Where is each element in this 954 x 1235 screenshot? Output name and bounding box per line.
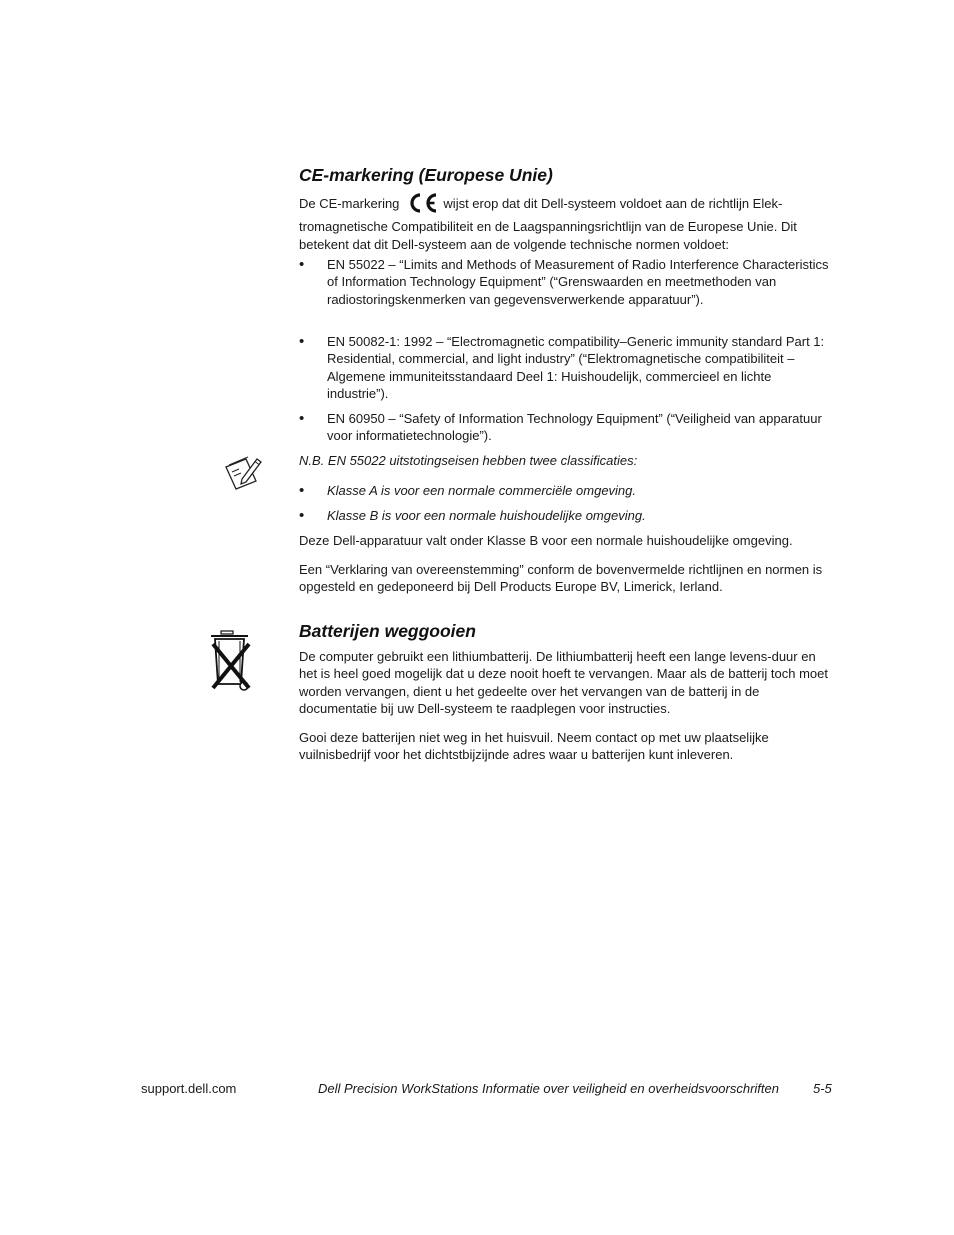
battery-paragraph [299,648,834,718]
list-item [299,482,834,499]
bullet-icon: • [299,333,305,350]
section-heading: Batterijen weggooien [299,621,476,641]
note-text [299,452,834,469]
bullet-text: Klasse B is voor een normale huishoudelijke omgeving. [327,508,646,523]
intro-text-start: De CE-markering [299,196,400,211]
paragraph-text: Een “Verklaring van overeenstemming” conform de bovenvermelde richtlijnen en normen is opgesteld en gedeponeerd bij Dell Products Europe BV, Limerick, Ierland. [299,562,823,595]
class-paragraph [299,532,834,549]
bullet-text: EN 50082-1: 1992 – “Electromagnetic compatibility–Generic immunity standard Part 1: Residential, commercial, and light industry” (“Elektromagnetische compatibiliteit – Algemene immuniteitsstandaard Deel 1: Huishoudelijk, commercieel en lichte industrie”). [327,334,825,402]
bullet-icon: • [299,482,305,499]
intro-text-end: wijst erop dat dit Dell-systeem voldoet aan de richtlijn Elek- [443,196,783,211]
footer-site: support.dell.com [141,1081,237,1096]
paragraph-text: Gooi deze batterijen niet weg in het huisvuil. Neem contact op met uw plaatselijke vuilnisbedrijf voor het dichtstbijzijnde adres waar u batterijen kunt inleveren. [299,730,769,763]
ce-section-title [299,165,834,186]
list-item [299,256,834,308]
note-line: N.B. EN 55022 uitstotingseisen hebben twee classificaties: [299,453,638,468]
paragraph-text: Deze Dell-apparatuur valt onder Klasse B voor een normale huishoudelijke omgeving. [299,533,793,548]
bullet-text: EN 55022 – “Limits and Methods of Measurement of Radio Interference Characteristics of Information Technology Equipment” (“Grenswaarden en meetmethoden van radiostoringskenmerken van gegevensverwerkende apparatuur”). [327,257,829,307]
battery-disposal-paragraph [299,729,834,764]
list-item [299,410,834,445]
bullet-text: Klasse A is voor een normale commerciële omgeving. [327,483,637,498]
section-heading: CE-markering (Europese Unie) [299,165,553,185]
bullet-icon: • [299,410,305,427]
paragraph-text: De computer gebruikt een lithiumbatterij. De lithiumbatterij heeft een lange levens-duur en het is heel goed mogelijk dat u deze nooit hoeft te vervangen. Maar als de batterij toch moet worden vervangen, dient u het gedeelte over het vervangen van de batterij in de documentatie bij uw Dell-systeem te raadplegen voor instructies. [299,649,828,717]
intro-text-rest: tromagnetische Compatibiliteit en de Laagspanningsrichtlijn van de Europese Unie. Dit betekent dat dit Dell-systeem aan de volgende technische normen voldoet: [299,219,797,252]
bullet-icon: • [299,256,305,273]
bullet-text: EN 60950 – “Safety of Information Technology Equipment” (“Veiligheid van apparatuur voor informatietechnologie”). [327,411,822,444]
bullet-icon: • [299,507,305,524]
battery-section-title [299,621,834,642]
ce-intro [299,192,834,253]
crossed-out-bin-icon [208,630,254,697]
declaration-paragraph [299,561,834,596]
footer-doc-title: Dell Precision WorkStations Informatie over veiligheid en overheidsvoorschriften [318,1081,779,1096]
footer-page-number: 5-5 [813,1081,832,1096]
list-item [299,507,834,524]
ce-mark-icon [405,192,439,218]
note-pencil-icon [222,453,264,498]
list-item [299,333,834,403]
